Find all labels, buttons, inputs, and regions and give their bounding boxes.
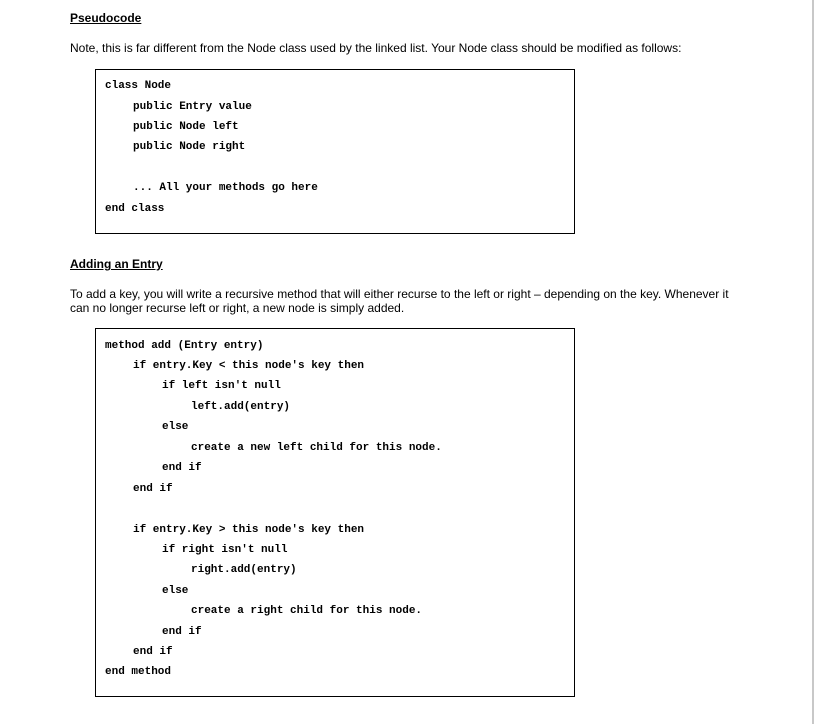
intro-paragraph: Note, this is far different from the Node class used by the linked list. Your Node class should be modified as follows: [70,41,682,55]
code-line: end method [105,666,172,678]
adding-entry-paragraph: To add a key, you will write a recursive method that will either recurse to the left or right – depending on the key. Whenever it can no longer recurse left or right, a new node is simply added. [70,287,729,315]
code-line: else [162,421,189,433]
code-line: right.add(entry) [191,564,297,576]
code-line: method add (Entry entry) [105,340,264,352]
code-line: create a right child for this node. [191,605,423,617]
code-line: end class [105,203,165,215]
adding-entry-heading: Adding an Entry [70,257,163,271]
code-line: public Entry value [133,101,252,113]
page-edge [812,0,814,724]
code-line: ... All your methods go here [133,182,318,194]
pseudocode-heading: Pseudocode [70,11,142,25]
code-line: end if [162,626,202,638]
code-line: create a new left child for this node. [191,442,442,454]
node-class-code-box [95,69,575,234]
code-line: public Node right [133,141,246,153]
code-line: end if [162,462,202,474]
code-line: if entry.Key < this node's key then [133,360,365,372]
code-line: if entry.Key > this node's key then [133,524,365,536]
code-line: public Node left [133,121,239,133]
code-line: end if [133,483,173,495]
code-line: if left isn't null [162,380,281,392]
code-line: end if [133,646,173,658]
code-line: else [162,585,189,597]
add-method-code-box [95,328,575,697]
code-line: left.add(entry) [191,401,291,413]
code-line: if right isn't null [162,544,288,556]
code-line: class Node [105,80,172,92]
